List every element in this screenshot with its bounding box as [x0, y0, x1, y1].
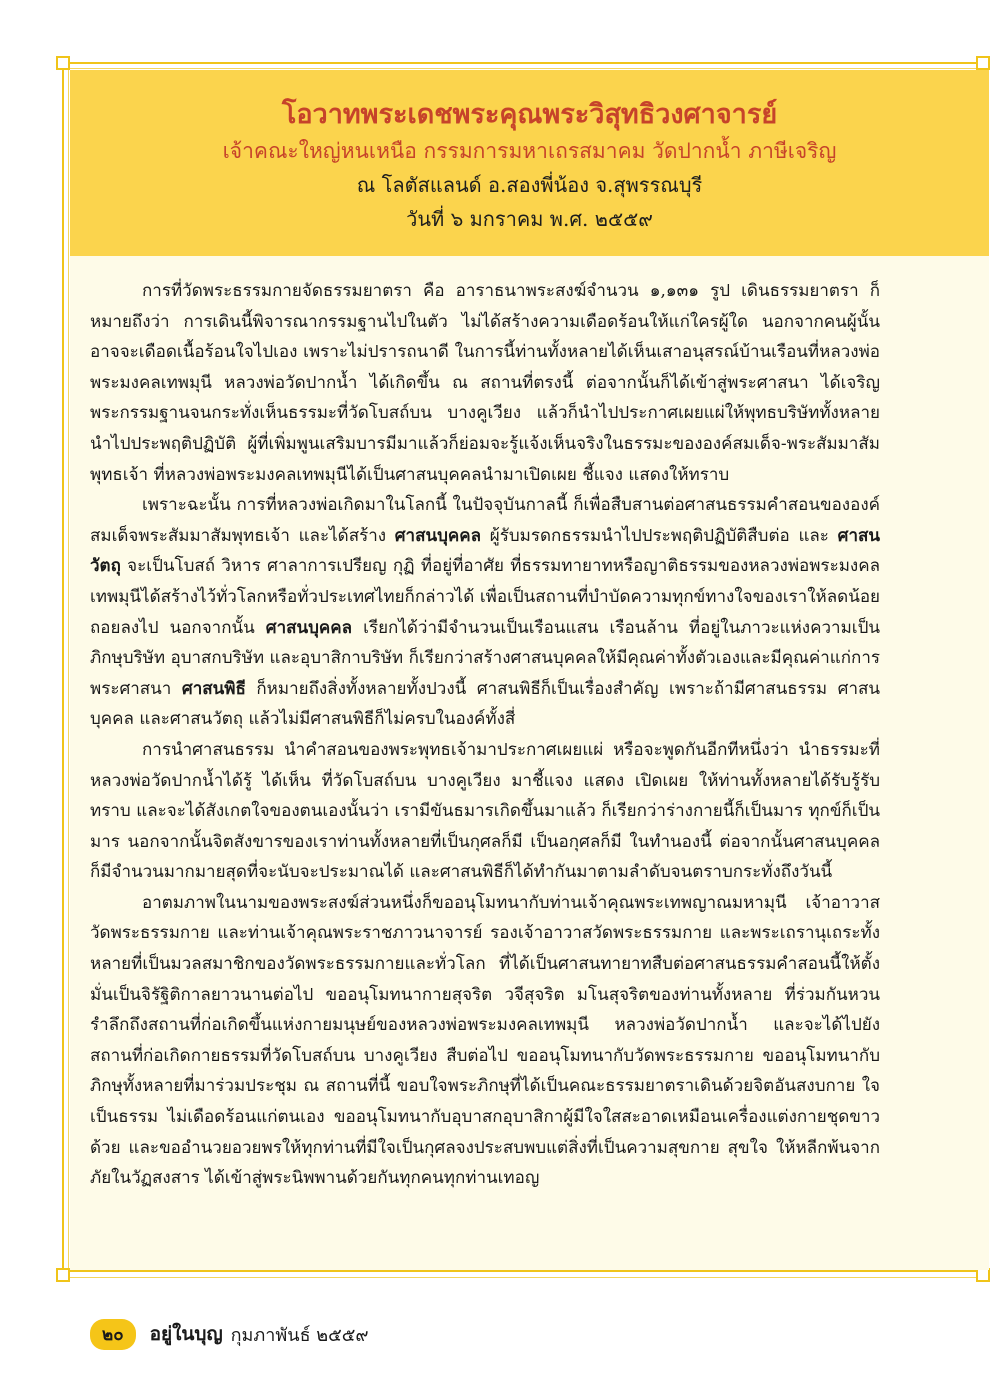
page-footer — [90, 1319, 369, 1349]
corner-ornament-top-right — [976, 56, 990, 70]
paragraph-2-text: เรียกได้ว่ามีจำนวนเป็นเรือนแสน เรือนล้าน ที่อยู่ในภาวะแห่งความเป็นภิกษุบริษัท อุบาสกบริษัท และอุบาสิกาบริษัท ก็เรียกว่าสร้างศาสนบุคคลให้มีคุณค่าทั้งตัวเองและมีคุณค่าแก่การพระศาสนา — [90, 617, 881, 699]
paragraph-2-text: ก็หมายถึงสิ่งทั้งหลายทั้งปวงนี้ ศาสนพิธีก็เป็นเรื่องสำคัญ เพราะถ้ามีศาสนธรรม ศาสนบุคคล และศาสนวัตถุ แล้วไม่มีศาสนพิธีก็ไม่ครบในองค์ทั้งสี่ — [90, 678, 880, 730]
magazine-issue: กุมภาพันธ์ ๒๕๕๙ — [230, 1324, 369, 1346]
paragraph-2-text: จะเป็นโบสถ์ วิหาร ศาลาการเปรียญ กุฏิ ที่อยู่ที่อาศัย ที่ธรรมทายาทหรือญาติธรรมของหลวงพ่อพระมงคลเทพมุนีได้สร้างไว้ทั่วโลกหรือทั่วประเทศไทยก็กล่าวได้ เพื่อเป็นสถานที่บำบัดความทุกข์ทางใจของเราให้ลดน้อยถอยลงไป นอกจากนั้น — [90, 556, 880, 638]
paragraph-2-text: เพราะฉะนั้น การที่หลวงพ่อเกิดมาในโลกนี้ ในปัจจุบันกาลนี้ ก็เพื่อสืบสานต่อศาสนธรรมคำสอนขององค์สมเด็จพระสัมมาสัมพุทธเจ้า และได้สร้าง — [90, 495, 880, 546]
corner-ornament-bottom-left — [56, 1268, 70, 1282]
header — [70, 96, 989, 236]
emphasis-term: ศาสนพิธี — [181, 678, 246, 699]
corner-ornament-bottom-right — [976, 1268, 990, 1282]
paragraph-4: อาตมภาพในนามของพระสงฆ์ส่วนหนึ่งก็ขออนุโมทนากับท่านเจ้าคุณพระเทพญาณมหามุนี เจ้าอาวาสวัดพระธรรมกาย และท่านเจ้าคุณพระราชภาวนาจารย์ รองเจ้าอาวาสวัดพระธรรมกาย และพระเถรานุเถระทั้งหลายที่เป็นมวลสมาชิกของวัดพระธรรมกายและทั่วโลก ที่ได้เป็นศาสนทายาทสืบต่อศาสนธรรมคำสอนนี้ให้ตั้งมั่นเป็นจิรัฐิติกาลยาวนานต่อไป ขออนุโมทนากายสุจริต วจีสุจริต มโนสุจริตของท่านทั้งหลาย ที่ร่วมกันหวนรำลึกถึงสถานที่ก่อเกิดขึ้นแห่งกายมนุษย์ของหลวงพ่อพระมงคลเทพมุนี หลวงพ่อวัดปากน้ำ และจะได้ไปยังสถานที่ก่อเกิดกายธรรมที่วัดโบสถ์บน บางคูเวียง สืบต่อไป ขออนุโมทนากับวัดพระธรรมกาย ขออนุโมทนากับภิกษุทั้งหลายที่มาร่วมประชุม ณ สถานที่นี้ ขอบใจพระภิกษุที่ได้เป็นคณะธรรมยาตราเดินด้วยจิตอันสงบกาย ใจเป็นธรรม ไม่เดือดร้อนแก่ตนเอง ขออนุโมทนากับอุบาสกอุบาสิกาผู้มีใจใสสะอาดเหมือนเครื่องแต่งกายชุดขาวด้วย และขออำนวยอวยพรให้ทุกท่านที่มีใจเป็นกุศลจงประสบพบแต่สิ่งที่เป็นความสุขกาย สุขใจ ให้หลีกพ้นจากภัยในวัฏสงสาร ได้เข้าสู่พระนิพพานด้วยกันทุกคนทุกท่านเทอญ — [90, 892, 880, 1189]
paragraph-3: การนำศาสนธรรม นำคำสอนของพระพุทธเจ้ามาประกาศเผยแผ่ หรือจะพูดกันอีกทีหนึ่งว่า นำธรรมะที่หลวงพ่อวัดปากน้ำได้รู้ ได้เห็น ที่วัดโบสถ์บน บางคูเวียง มาชี้แจง แสดง เปิดเผย ให้ท่านทั้งหลายได้รับรู้รับทราบ และจะได้สังเกตใจของตนเองนั้นว่า เรามีขันธมารเกิดขึ้นมาแล้ว ก็เรียกว่าร่างกายนี้ก็เป็นมาร ทุกข์ก็เป็นมาร นอกจากนั้นจิตสังขารของเราท่านทั้งหลายที่เป็นกุศลก็มี เป็นอกุศลก็มี ในทำนองนี้ ต่อจากนั้นศาสนบุคคลก็มีจำนวนมากมายสุดที่จะนับจะประมาณได้ และศาสนพิธีก็ได้ทำกันมาตามลำดับจนตราบกระทั่งถึงวันนี้ — [90, 739, 880, 883]
emphasis-term: ศาสนวัตถุ — [90, 525, 880, 577]
page-number: ๒๐ — [90, 1319, 136, 1350]
emphasis-term: ศาสนบุคคล — [265, 617, 353, 638]
paragraph-1: การที่วัดพระธรรมกายจัดธรรมยาตรา คือ อาราธนาพระสงฆ์จำนวน ๑,๑๓๑ รูป เดินธรรมยาตรา ก็หมายถึงว่า การเดินนี้พิจารณากรรมฐานไปในตัว ไม่ได้สร้างความเดือดร้อนให้แก่ใครผู้ใด นอกจากคนผู้นั้นอาจจะเดือดเนื้อร้อนใจไปเอง เพราะไม่ปรารถนาดี ในการนี้ท่านทั้งหลายได้เห็นเสาอนุสรณ์บ้านเรือนที่หลวงพ่อพระมงคลเทพมุนี หลวงพ่อวัดปากน้ำ ได้เกิดขึ้น ณ สถานที่ตรงนี้ ต่อจากนั้นก็ได้เข้าสู่พระศาสนา ได้เจริญพระกรรมฐานจนกระทั่งเห็นธรรมะที่วัดโบสถ์บน บางคูเวียง แล้วก็นำไปประกาศเผยแผ่ให้พุทธบริษัททั้งหลายนำไปประพฤติปฏิบัติ ผู้ที่เพิ่มพูนเสริมบารมีมาแล้วก็ย่อมจะรู้แจ้งเห็นจริงในธรรมะขององค์สมเด็จ-พระสัมมาสัมพุทธเจ้า ที่หลวงพ่อพระมงคลเทพมุนีได้เป็นศาสนบุคคลนำมาเปิดเผย ชี้แจง แสดงให้ทราบ — [90, 281, 880, 485]
corner-ornament-top-left — [56, 56, 70, 70]
event-location: ณ โลตัสแลนด์ อ.สองพี่น้อง จ.สุพรรณบุรี — [356, 173, 703, 197]
speaker-position: เจ้าคณะใหญ่หนเหนือ กรรมการมหาเถรสมาคม วัดปากน้ำ ภาษีเจริญ — [222, 139, 837, 163]
paragraph-2 — [90, 490, 880, 735]
page-title: โอวาทพระเดชพระคุณพระวิสุทธิวงศาจารย์ — [281, 99, 778, 130]
paragraph-2-text: ผู้รับมรดกธรรมนำไปประพฤติปฏิบัติสืบต่อ และ — [481, 525, 838, 546]
emphasis-term: ศาสนบุคคล — [394, 525, 482, 546]
event-date: วันที่ ๖ มกราคม พ.ศ. ๒๕๕๙ — [406, 207, 653, 231]
article-body — [90, 276, 880, 1194]
magazine-name: อยู่ในบุญ — [149, 1323, 223, 1345]
